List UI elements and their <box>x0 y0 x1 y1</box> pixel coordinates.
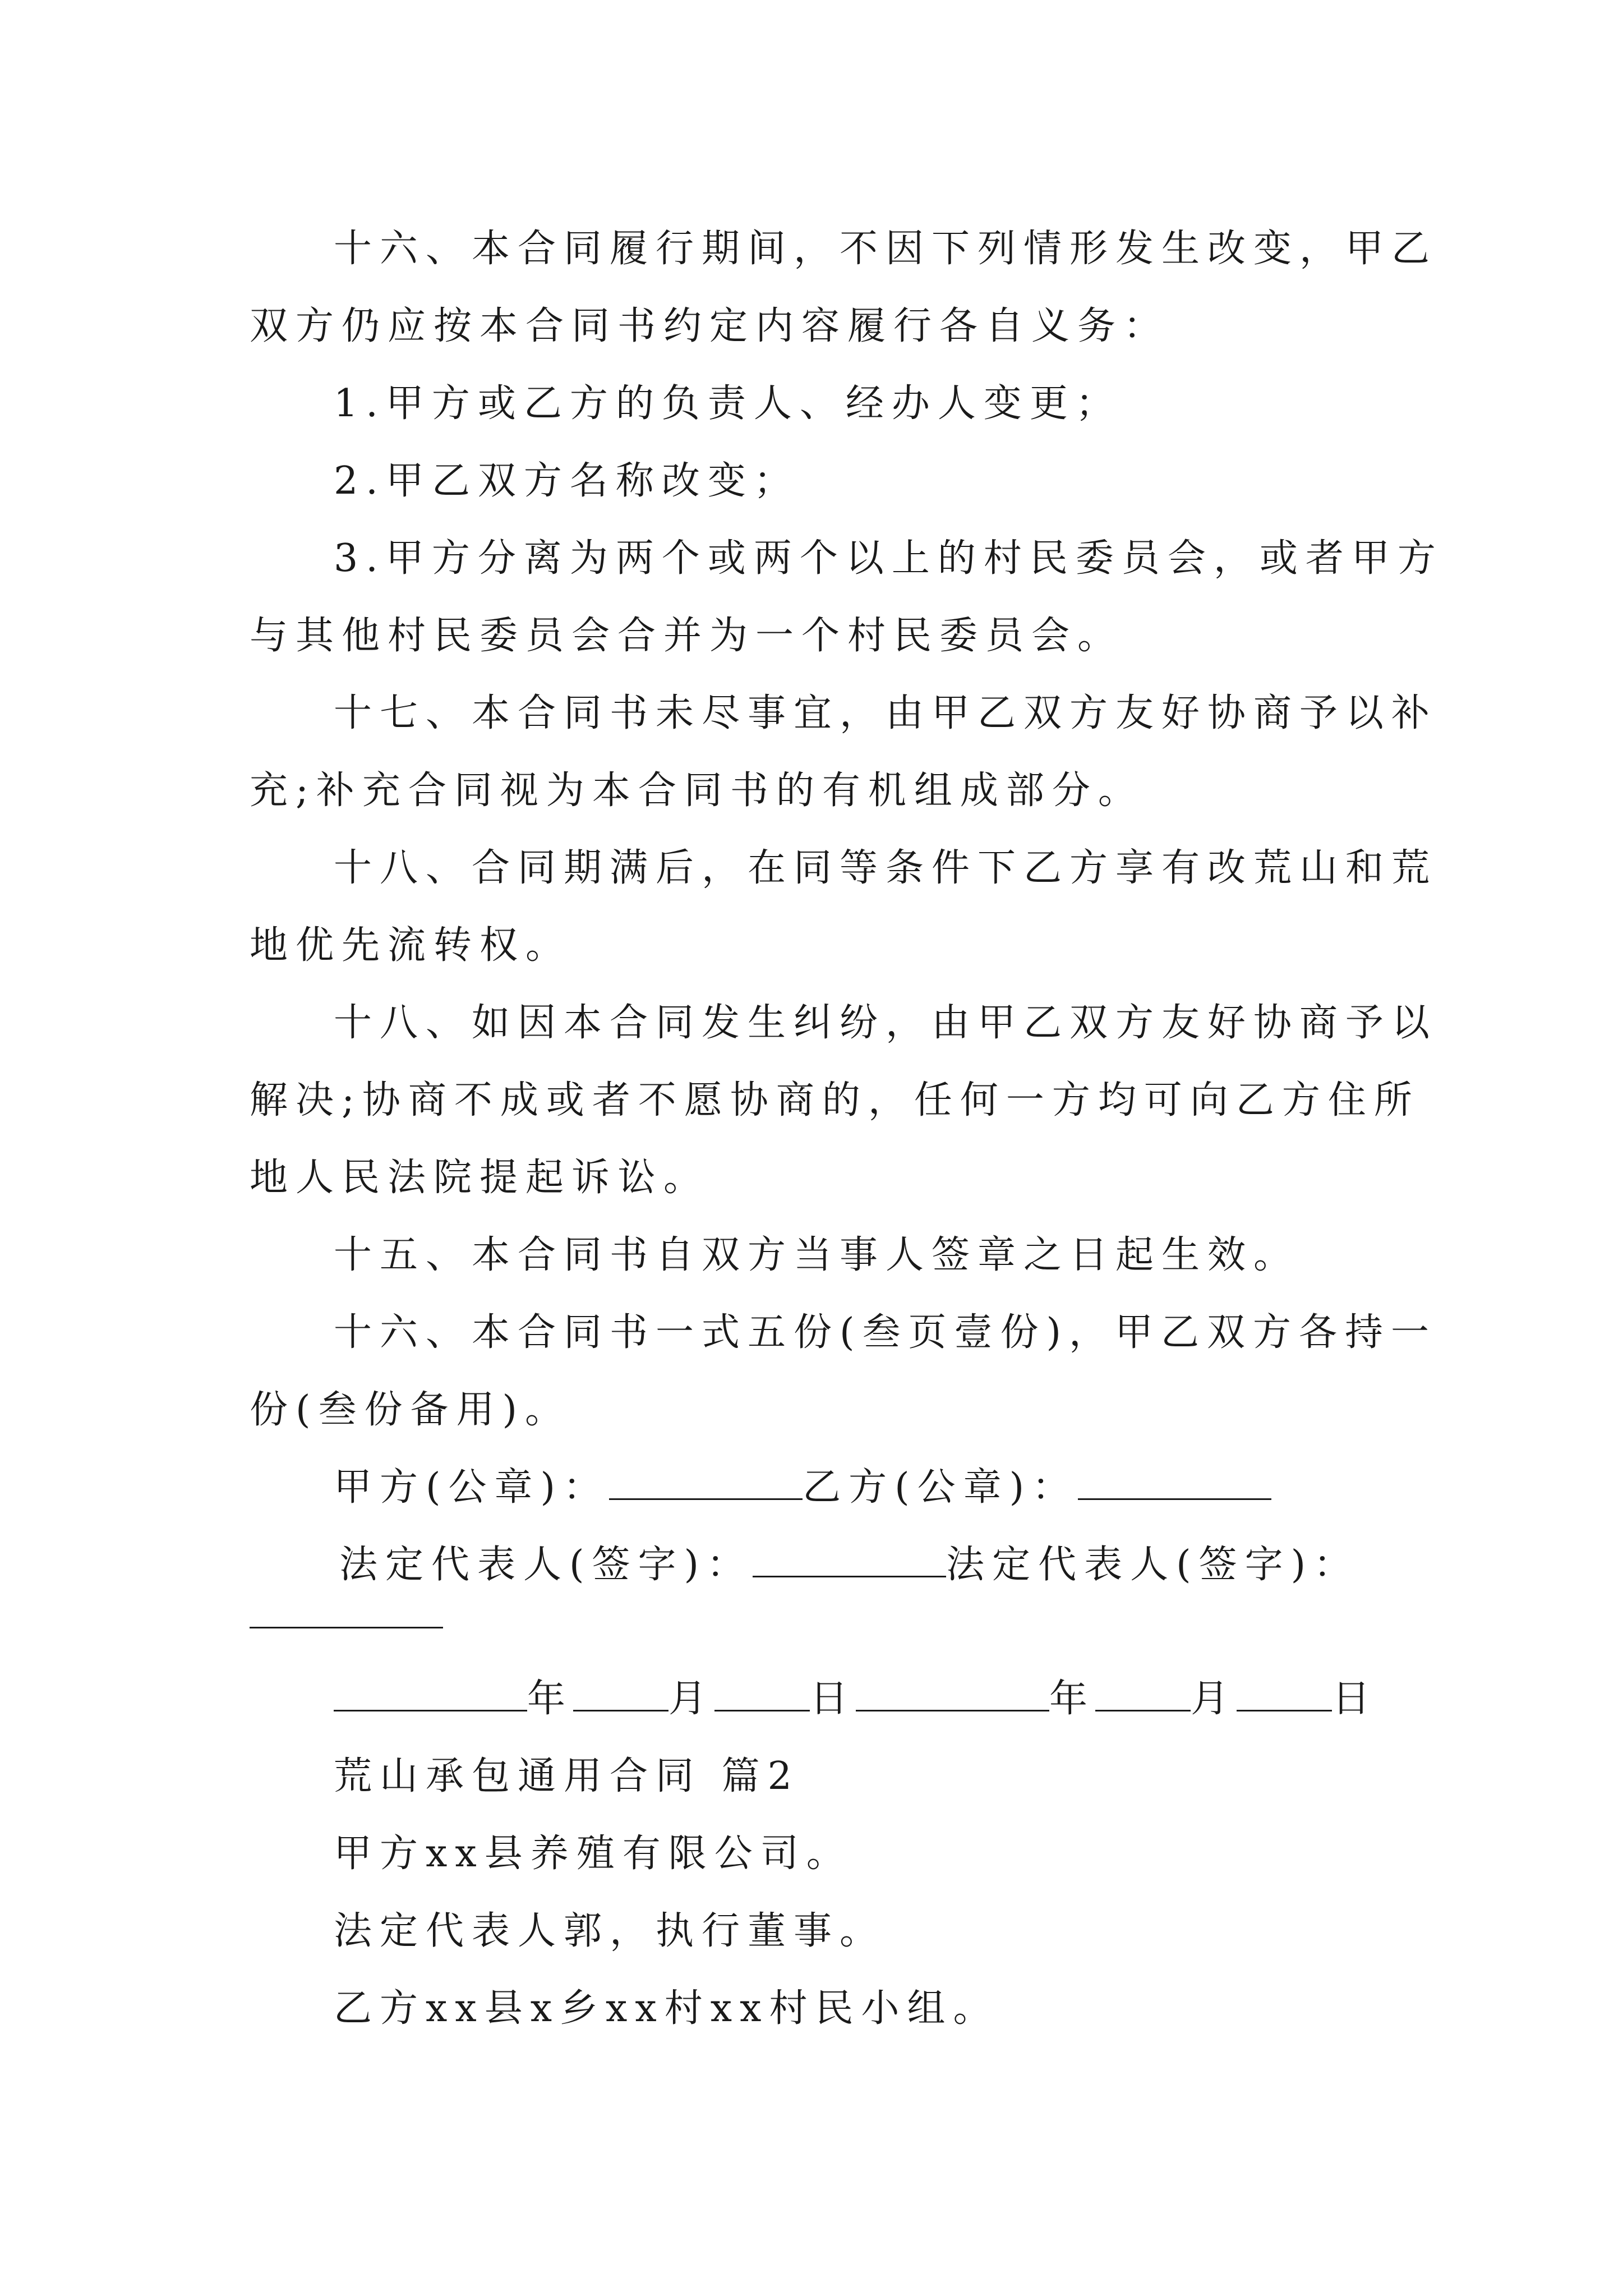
seal-row-line <box>250 1449 1394 1526</box>
item-3-line-1: 3.甲方分离为两个或两个以上的村民委员会，或者甲方 <box>334 536 1444 581</box>
clause-17-line-2: 充;补充合同视为本合同书的有机组成部分。 <box>250 769 1144 813</box>
section-2-legal-rep: 法定代表人郭，执行董事。 <box>334 1909 886 1953</box>
clause-18b-line-2: 解决;协商不成或者不愿协商的，任何一方均可向乙方住所 <box>250 1078 1420 1122</box>
item-1-text: 1.甲方或乙方的负责人、经办人变更； <box>334 381 1122 426</box>
party-a-rep-blank[interactable] <box>753 1542 946 1577</box>
clause-16 <box>250 210 1438 365</box>
clause-16b-line-2: 份(叁份备用)。 <box>250 1388 571 1432</box>
clause-18b-line-3: 地人民法院提起诉讼。 <box>250 1156 710 1200</box>
clause-17 <box>250 675 1438 830</box>
clause-16-line-1: 十六、本合同履行期间，不因下列情形发生改变，甲乙 <box>334 227 1438 271</box>
clause-16b-line-1: 十六、本合同书一式五份(叁页壹份)，甲乙双方各持一 <box>334 1310 1437 1355</box>
clause-16-item-1 <box>250 365 1394 443</box>
date-b-year-label: 年 <box>1049 1677 1096 1721</box>
item-3-line-2: 与其他村民委员会合并为一个村民委员会。 <box>250 614 1124 658</box>
clause-15 <box>250 1217 1394 1294</box>
item-2-text: 2.甲乙双方名称改变； <box>334 459 800 503</box>
party-b-rep-label: 法定代表人(签字)： <box>946 1543 1360 1587</box>
date-b-year-blank[interactable] <box>856 1676 1049 1711</box>
clause-15-line-1: 十五、本合同书自双方当事人签章之日起生效。 <box>334 1233 1300 1277</box>
date-a-month-label: 月 <box>668 1677 715 1721</box>
rep-row-line <box>250 1526 1394 1604</box>
date-b-month-label: 月 <box>1191 1677 1237 1721</box>
section-2-title: 荒山承包通用合同 篇2 <box>334 1754 800 1798</box>
section-2 <box>334 1738 999 2047</box>
date-a-year-label: 年 <box>527 1677 574 1721</box>
date-b-month-blank[interactable] <box>1095 1676 1191 1711</box>
clause-18a-line-2: 地优先流转权。 <box>250 923 572 968</box>
clause-16-item-3 <box>250 520 1444 675</box>
contract-body <box>250 210 1444 1604</box>
party-a-rep-label: 法定代表人(签字)： <box>339 1543 753 1587</box>
clause-18a-line-1: 十八、合同期满后，在同等条件下乙方享有改荒山和荒 <box>334 846 1438 890</box>
date-row <box>334 1660 1378 1738</box>
date-a-year-blank[interactable] <box>334 1676 527 1711</box>
clause-18b <box>250 984 1438 1217</box>
party-b-seal-blank[interactable] <box>1078 1465 1271 1500</box>
date-b-day-blank[interactable] <box>1237 1676 1332 1711</box>
clause-16-item-2 <box>250 443 1394 520</box>
rep-row <box>250 1526 1394 1604</box>
party-a-seal-label: 甲方(公章)： <box>334 1465 610 1510</box>
clause-17-line-1: 十七、本合同书未尽事宜，由甲乙双方友好协商予以补 <box>334 691 1438 735</box>
clause-18a <box>250 830 1438 984</box>
date-a-month-blank[interactable] <box>573 1676 668 1711</box>
seal-row <box>250 1449 1394 1526</box>
section-2-party-b: 乙方xx县x乡xx村xx村民小组。 <box>334 1986 999 2031</box>
party-b-seal-label: 乙方(公章)： <box>803 1465 1078 1510</box>
clause-16-line-2: 双方仍应按本合同书约定内容履行各自义务： <box>250 304 1170 348</box>
clause-18b-line-1: 十八、如因本合同发生纠纷，由甲乙双方友好协商予以 <box>334 1001 1438 1045</box>
date-a-day-label: 日 <box>810 1677 856 1721</box>
clause-16b <box>250 1294 1437 1449</box>
date-b-day-label: 日 <box>1332 1677 1378 1721</box>
section-2-party-a: 甲方xx县养殖有限公司。 <box>334 1832 852 1876</box>
party-a-seal-blank[interactable] <box>609 1465 803 1500</box>
party-b-rep-blank[interactable] <box>250 1627 443 1628</box>
date-a-day-blank[interactable] <box>714 1676 810 1711</box>
